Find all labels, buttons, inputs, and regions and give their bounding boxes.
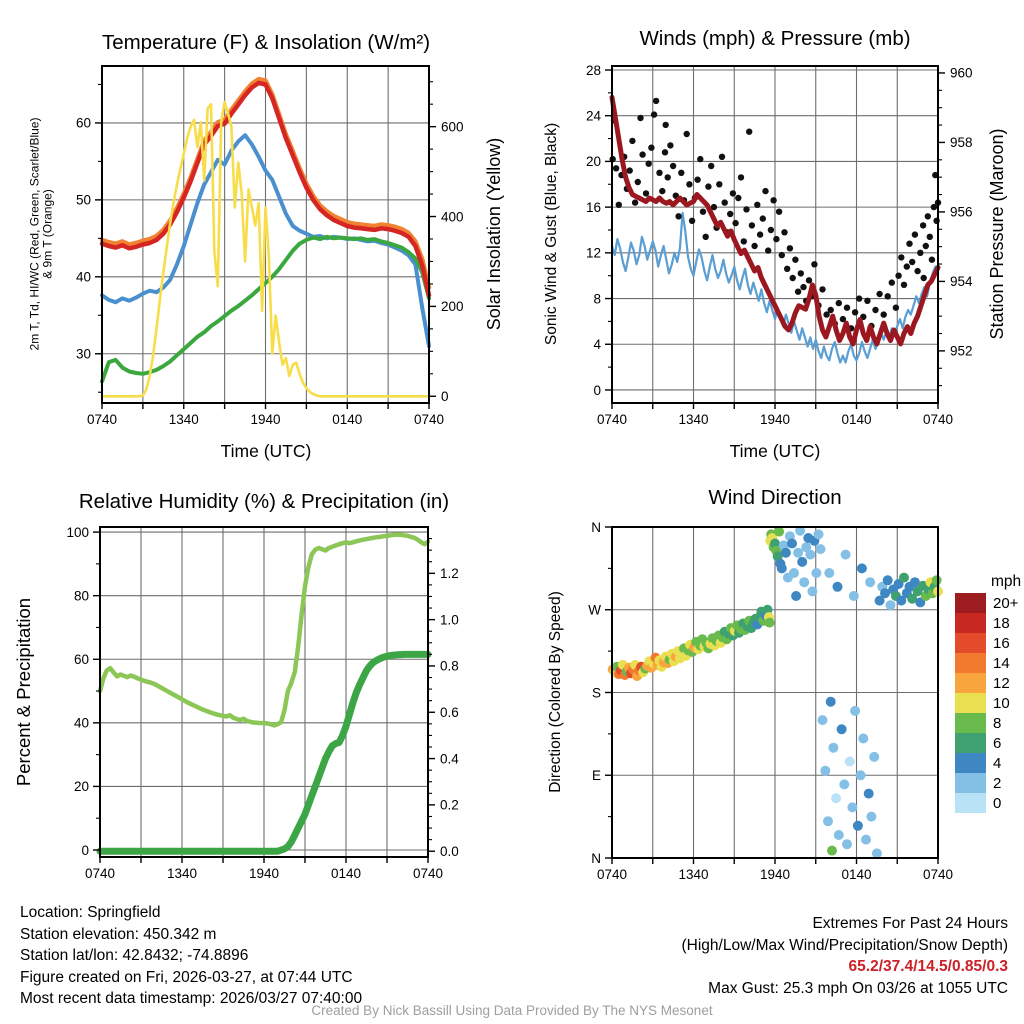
extremes-info	[682, 913, 1009, 999]
y2-tick-label: 400	[441, 209, 464, 225]
y-tick-label: 20	[585, 154, 601, 170]
legend-label: 20+	[993, 594, 1019, 612]
legend-label: 16	[993, 634, 1010, 652]
legend-swatch	[955, 693, 986, 713]
station-location: Location: Springfield	[20, 904, 161, 921]
legend-swatch	[955, 673, 986, 693]
extremes-subtitle: (High/Low/Max Wind/Precipitation/Snow Depth)	[681, 936, 1008, 954]
y2-tick-label: 1.0	[440, 612, 459, 628]
legend-label: 6	[993, 734, 1002, 752]
y-tick-label: 40	[75, 269, 91, 285]
y-tick-label: 60	[73, 652, 89, 668]
data-timestamp: Most recent data timestamp: 2026/03/27 07:40:00	[20, 990, 363, 1007]
chart-humidity-precip	[13, 490, 459, 881]
y-tick-label: 4	[593, 337, 601, 353]
left-axis-label: & 9m T (Orange)	[40, 189, 55, 279]
x-tick-label: 0140	[841, 867, 872, 882]
y-tick-label: 30	[75, 346, 91, 362]
x-tick-label: 1340	[168, 412, 199, 427]
y2-tick-label: 0.0	[440, 844, 459, 860]
max-gust: Max Gust: 25.3 mph On 03/26 at 1055 UTC	[708, 979, 1008, 997]
y-tick-label: 8	[593, 291, 601, 307]
x-tick-label: 1340	[166, 866, 198, 881]
credit-line: Created By Nick Bassill Using Data Provided By The NYS Mesonet	[311, 1003, 713, 1018]
figure-created: Figure created on Fri, 2026-03-27, at 07:44 UTC	[20, 968, 353, 986]
chart-title: Relative Humidity (%) & Precipitation (in)	[78, 490, 450, 513]
x-tick-label: 1940	[248, 866, 280, 881]
legend-label: 0	[993, 794, 1002, 812]
y-tick-label: 0	[593, 382, 601, 398]
y-tick-label: 100	[66, 524, 89, 540]
y2-tick-label: 960	[950, 65, 973, 81]
legend-label: 4	[993, 754, 1002, 772]
chart-temp-insolation	[28, 31, 505, 461]
x-tick-label: 0740	[596, 412, 628, 427]
y-tick-label: W	[588, 602, 601, 618]
x-tick-label: 1340	[678, 867, 709, 882]
right-axis-label: Station Pressure (Maroon)	[987, 128, 1007, 340]
legend-swatch	[955, 793, 986, 813]
y2-tick-label: 600	[441, 119, 464, 135]
station-elevation: Station elevation: 450.342 m	[20, 925, 217, 943]
y-tick-label: 50	[75, 192, 91, 208]
x-tick-label: 0740	[596, 867, 628, 882]
legend-title: mph	[991, 573, 1022, 590]
legend-label: 14	[993, 654, 1010, 672]
station-info	[20, 902, 362, 1010]
legend-label: 2	[993, 774, 1002, 792]
chart-title: Winds (mph) & Pressure (mb)	[639, 27, 911, 50]
x-tick-label: 1340	[678, 412, 709, 427]
left-axis-label: 2m T, Td, HI/WC (Red, Green, Scarlet/Blue)	[27, 117, 42, 351]
x-tick-label: 0740	[412, 866, 444, 881]
chart-title: Wind Direction	[708, 486, 842, 509]
chart-winds-pressure	[543, 27, 1007, 461]
x-tick-label: 0740	[84, 866, 116, 881]
left-axis-label: Direction (Colored By Speed)	[547, 591, 564, 793]
speed-legend	[955, 573, 1021, 813]
y-tick-label: S	[591, 685, 601, 701]
y2-tick-label: 200	[441, 299, 464, 315]
y-tick-label: 24	[585, 108, 601, 124]
y-tick-label: 60	[75, 115, 91, 131]
y2-tick-label: 0.4	[440, 751, 459, 767]
legend-swatch	[955, 613, 986, 633]
extremes-values: 65.2/37.4/14.5/0.85/0.3	[848, 958, 1008, 975]
x-tick-label: 0740	[922, 867, 954, 882]
y-tick-label: N	[591, 519, 601, 535]
chart-title: Temperature (F) & Insolation (W/m²)	[101, 31, 431, 54]
legend-swatch	[955, 773, 986, 793]
y2-tick-label: 958	[950, 135, 973, 151]
y2-tick-label: 0	[441, 389, 449, 405]
x-axis-label: Time (UTC)	[220, 441, 312, 461]
legend-label: 8	[993, 714, 1002, 732]
legend-swatch	[955, 593, 986, 613]
y-tick-label: N	[591, 850, 601, 866]
station-latlon: Station lat/lon: 42.8432; -74.8896	[20, 947, 249, 964]
x-tick-label: 0740	[413, 412, 445, 427]
x-tick-label: 0140	[332, 412, 363, 427]
legend-swatch	[955, 653, 986, 673]
legend-swatch	[955, 733, 986, 753]
y-tick-label: 12	[585, 245, 601, 261]
legend-swatch	[955, 633, 986, 653]
legend-label: 10	[993, 694, 1010, 712]
y-tick-label: 16	[585, 199, 601, 215]
y-tick-label: 0	[81, 842, 89, 858]
y-tick-label: 40	[73, 715, 89, 731]
y-tick-label: 28	[585, 62, 601, 78]
legend-swatch	[955, 713, 986, 733]
legend-swatch	[955, 753, 986, 773]
y2-tick-label: 956	[950, 204, 973, 220]
y-tick-label: E	[591, 768, 601, 784]
left-axis-label: Percent & Precipitation	[13, 597, 34, 787]
legend-label: 12	[993, 674, 1010, 692]
x-tick-label: 0140	[330, 866, 362, 881]
legend-label: 18	[993, 614, 1010, 632]
y2-tick-label: 0.6	[440, 705, 459, 721]
y2-tick-label: 952	[950, 343, 973, 359]
x-tick-label: 0740	[86, 412, 118, 427]
extremes-title: Extremes For Past 24 Hours	[812, 915, 1008, 932]
y2-tick-label: 0.8	[440, 658, 459, 674]
chart-wind-direction	[547, 486, 1021, 882]
x-tick-label: 0140	[841, 412, 872, 427]
y2-tick-label: 954	[950, 274, 973, 290]
right-axis-label: Solar Insolation (Yellow)	[484, 137, 504, 331]
x-tick-label: 1940	[759, 412, 791, 427]
x-axis-label: Time (UTC)	[729, 441, 821, 461]
y2-tick-label: 0.2	[440, 797, 459, 813]
x-tick-label: 1940	[250, 412, 281, 427]
y-tick-label: 80	[73, 588, 89, 604]
left-axis-label: Sonic Wind & Gust (Blue, Black)	[543, 122, 560, 346]
x-tick-label: 0740	[922, 412, 954, 427]
x-tick-label: 1940	[759, 867, 791, 882]
y-tick-label: 20	[73, 779, 89, 795]
y2-tick-label: 1.2	[440, 566, 459, 582]
